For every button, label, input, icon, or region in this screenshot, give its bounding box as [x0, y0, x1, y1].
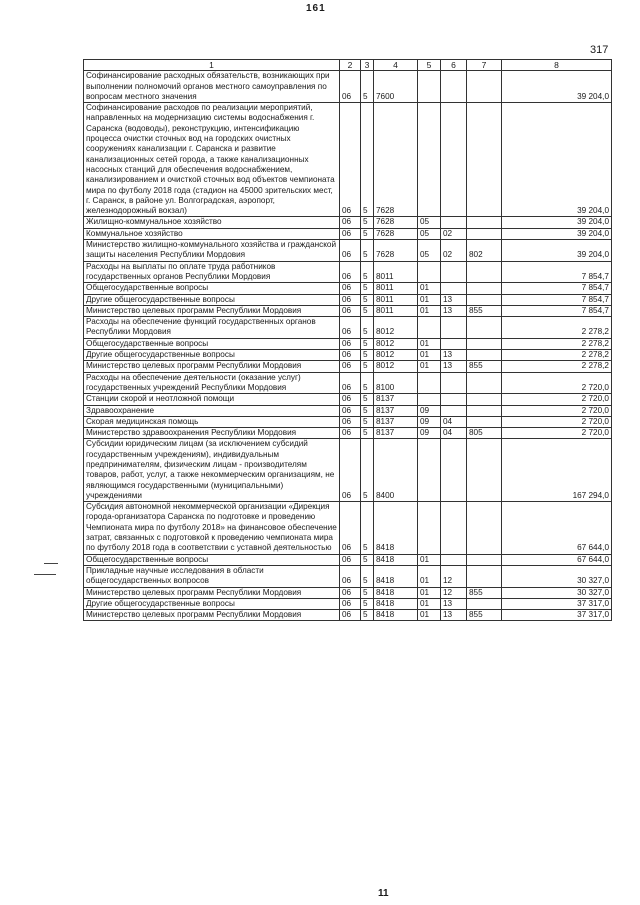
code-cell: [467, 338, 502, 349]
code-cell: 04: [441, 416, 467, 427]
amount-cell: 2 720,0: [502, 428, 612, 439]
code-cell: [467, 317, 502, 339]
code-cell: 5: [361, 317, 374, 339]
code-cell: 06: [340, 372, 361, 394]
code-cell: 855: [467, 305, 502, 316]
table-row: [84, 317, 612, 339]
expense-name-cell: Субсидии юридическим лицам (за исключением субсидий государственным учреждениям), индивидуальным предпринимателям, физическим лицам - производителям товаров, работ, услуг, а также некоммерческим организациям, не являющимся государственными (муниципальными) учреждениями: [84, 439, 340, 502]
code-cell: [418, 439, 441, 502]
code-cell: 06: [340, 394, 361, 405]
table-header-row: [84, 60, 612, 71]
code-cell: 8012: [374, 361, 418, 372]
amount-cell: 67 644,0: [502, 554, 612, 565]
table-row: [84, 338, 612, 349]
code-cell: [467, 283, 502, 294]
code-cell: 8012: [374, 350, 418, 361]
margin-mark: [44, 563, 58, 564]
code-cell: 5: [361, 240, 374, 262]
amount-cell: 37 317,0: [502, 610, 612, 621]
code-cell: 8400: [374, 439, 418, 502]
code-cell: [467, 350, 502, 361]
code-cell: 06: [340, 416, 361, 427]
margin-mark: [34, 574, 56, 575]
expense-name-cell: Министерство жилищно-коммунального хозяйства и гражданской защиты населения Республики Мордовия: [84, 240, 340, 262]
code-cell: 5: [361, 587, 374, 598]
code-cell: 04: [441, 428, 467, 439]
code-cell: 5: [361, 502, 374, 554]
amount-cell: 39 204,0: [502, 228, 612, 239]
code-cell: 06: [340, 294, 361, 305]
top-page-mark: 161: [306, 3, 326, 14]
expense-name-cell: Станции скорой и неотложной помощи: [84, 394, 340, 405]
expense-name-cell: Министерство целевых программ Республики Мордовия: [84, 361, 340, 372]
code-cell: 06: [340, 317, 361, 339]
code-cell: [418, 261, 441, 283]
code-cell: 06: [340, 71, 361, 103]
table-row: [84, 439, 612, 502]
table-row: [84, 428, 612, 439]
expense-name-cell: Министерство целевых программ Республики Мордовия: [84, 305, 340, 316]
code-cell: 7628: [374, 217, 418, 228]
header-cell: 8: [502, 60, 612, 71]
code-cell: 5: [361, 305, 374, 316]
code-cell: 7628: [374, 103, 418, 217]
code-cell: 8011: [374, 261, 418, 283]
code-cell: [467, 598, 502, 609]
code-cell: 06: [340, 405, 361, 416]
table-row: [84, 261, 612, 283]
code-cell: 855: [467, 587, 502, 598]
expense-name-cell: Здравоохранение: [84, 405, 340, 416]
amount-cell: 39 204,0: [502, 103, 612, 217]
code-cell: [467, 294, 502, 305]
amount-cell: 2 278,2: [502, 361, 612, 372]
amount-cell: 7 854,7: [502, 305, 612, 316]
code-cell: [441, 283, 467, 294]
expense-name-cell: Другие общегосударственные вопросы: [84, 350, 340, 361]
amount-cell: 2 278,2: [502, 350, 612, 361]
expense-name-cell: Другие общегосударственные вопросы: [84, 598, 340, 609]
code-cell: 13: [441, 294, 467, 305]
code-cell: 8137: [374, 405, 418, 416]
code-cell: 06: [340, 240, 361, 262]
code-cell: 5: [361, 103, 374, 217]
code-cell: [441, 71, 467, 103]
code-cell: 8137: [374, 394, 418, 405]
code-cell: 02: [441, 228, 467, 239]
code-cell: 7600: [374, 71, 418, 103]
table-row: [84, 71, 612, 103]
table-row: [84, 502, 612, 554]
code-cell: 5: [361, 261, 374, 283]
code-cell: [441, 317, 467, 339]
budget-table: [83, 59, 612, 621]
code-cell: 13: [441, 350, 467, 361]
code-cell: 06: [340, 283, 361, 294]
code-cell: [467, 228, 502, 239]
code-cell: 09: [418, 428, 441, 439]
code-cell: [467, 217, 502, 228]
expense-name-cell: Общегосударственные вопросы: [84, 554, 340, 565]
code-cell: 09: [418, 416, 441, 427]
amount-cell: 2 720,0: [502, 405, 612, 416]
code-cell: 06: [340, 338, 361, 349]
code-cell: 855: [467, 361, 502, 372]
code-cell: 8100: [374, 372, 418, 394]
amount-cell: 39 204,0: [502, 71, 612, 103]
code-cell: 01: [418, 294, 441, 305]
header-cell: 3: [361, 60, 374, 71]
code-cell: 09: [418, 405, 441, 416]
table-row: [84, 565, 612, 587]
code-cell: 02: [441, 240, 467, 262]
table-row: [84, 554, 612, 565]
code-cell: 01: [418, 338, 441, 349]
code-cell: 06: [340, 439, 361, 502]
code-cell: [467, 554, 502, 565]
code-cell: 8418: [374, 587, 418, 598]
amount-cell: 30 327,0: [502, 565, 612, 587]
bottom-page-mark: 11: [378, 888, 389, 899]
expense-name-cell: Общегосударственные вопросы: [84, 283, 340, 294]
code-cell: 802: [467, 240, 502, 262]
code-cell: 01: [418, 587, 441, 598]
code-cell: 5: [361, 228, 374, 239]
code-cell: 8418: [374, 554, 418, 565]
table-row: [84, 305, 612, 316]
code-cell: 7628: [374, 228, 418, 239]
code-cell: 5: [361, 350, 374, 361]
code-cell: 5: [361, 361, 374, 372]
amount-cell: 2 278,2: [502, 317, 612, 339]
code-cell: 805: [467, 428, 502, 439]
code-cell: 8011: [374, 294, 418, 305]
amount-cell: 7 854,7: [502, 283, 612, 294]
code-cell: [467, 71, 502, 103]
table-row: [84, 361, 612, 372]
code-cell: 06: [340, 103, 361, 217]
code-cell: 01: [418, 610, 441, 621]
code-cell: [467, 439, 502, 502]
table-row: [84, 416, 612, 427]
code-cell: [467, 565, 502, 587]
table-row: [84, 103, 612, 217]
amount-cell: 2 720,0: [502, 394, 612, 405]
code-cell: [441, 372, 467, 394]
code-cell: [441, 502, 467, 554]
code-cell: 01: [418, 565, 441, 587]
code-cell: 5: [361, 372, 374, 394]
header-cell: 6: [441, 60, 467, 71]
code-cell: [418, 71, 441, 103]
amount-cell: 37 317,0: [502, 598, 612, 609]
amount-cell: 39 204,0: [502, 240, 612, 262]
code-cell: [441, 405, 467, 416]
code-cell: 01: [418, 350, 441, 361]
code-cell: [441, 103, 467, 217]
code-cell: 8418: [374, 502, 418, 554]
code-cell: 05: [418, 217, 441, 228]
code-cell: 5: [361, 338, 374, 349]
code-cell: [418, 394, 441, 405]
code-cell: 13: [441, 598, 467, 609]
expense-name-cell: Министерство здравоохранения Республики Мордовия: [84, 428, 340, 439]
code-cell: 06: [340, 361, 361, 372]
code-cell: 8011: [374, 305, 418, 316]
code-cell: [467, 372, 502, 394]
amount-cell: 30 327,0: [502, 587, 612, 598]
code-cell: 06: [340, 502, 361, 554]
table-row: [84, 394, 612, 405]
code-cell: [441, 217, 467, 228]
code-cell: 5: [361, 439, 374, 502]
table-row: [84, 217, 612, 228]
code-cell: 5: [361, 598, 374, 609]
code-cell: 8418: [374, 565, 418, 587]
code-cell: [441, 439, 467, 502]
code-cell: 7628: [374, 240, 418, 262]
code-cell: [467, 416, 502, 427]
code-cell: 06: [340, 261, 361, 283]
header-cell: 2: [340, 60, 361, 71]
code-cell: 5: [361, 71, 374, 103]
header-cell: 7: [467, 60, 502, 71]
page-number: 317: [590, 44, 609, 56]
code-cell: [418, 372, 441, 394]
code-cell: [467, 103, 502, 217]
expense-name-cell: Расходы на обеспечение функций государственных органов Республики Мордовия: [84, 317, 340, 339]
expense-name-cell: Коммунальное хозяйство: [84, 228, 340, 239]
code-cell: [467, 405, 502, 416]
code-cell: 06: [340, 428, 361, 439]
code-cell: 8418: [374, 610, 418, 621]
amount-cell: 2 278,2: [502, 338, 612, 349]
table-row: [84, 283, 612, 294]
code-cell: 12: [441, 565, 467, 587]
amount-cell: 39 204,0: [502, 217, 612, 228]
table-row: [84, 610, 612, 621]
code-cell: 06: [340, 598, 361, 609]
amount-cell: 67 644,0: [502, 502, 612, 554]
table-row: [84, 240, 612, 262]
code-cell: 06: [340, 610, 361, 621]
code-cell: 13: [441, 361, 467, 372]
code-cell: [467, 394, 502, 405]
code-cell: [441, 394, 467, 405]
table-row: [84, 294, 612, 305]
code-cell: 5: [361, 405, 374, 416]
expense-name-cell: Министерство целевых программ Республики Мордовия: [84, 587, 340, 598]
table-row: [84, 228, 612, 239]
code-cell: [418, 317, 441, 339]
expense-name-cell: Субсидия автономной некоммерческой организации «Дирекция города-организатора Саранска по подготовке и проведению Чемпионата мира по футболу 2018» на финансовое обеспечение затрат, связанных с подготовкой к проведению чемпионата мира по футболу 2018 года в соответствии с уставной деятельностью: [84, 502, 340, 554]
code-cell: 8012: [374, 317, 418, 339]
table-row: [84, 587, 612, 598]
code-cell: 5: [361, 428, 374, 439]
code-cell: 5: [361, 294, 374, 305]
table-row: [84, 598, 612, 609]
code-cell: 06: [340, 554, 361, 565]
table-row: [84, 405, 612, 416]
code-cell: 5: [361, 217, 374, 228]
expense-name-cell: Жилищно-коммунальное хозяйство: [84, 217, 340, 228]
code-cell: 8011: [374, 283, 418, 294]
code-cell: [418, 502, 441, 554]
header-cell: 5: [418, 60, 441, 71]
amount-cell: 7 854,7: [502, 294, 612, 305]
table-row: [84, 350, 612, 361]
code-cell: 855: [467, 610, 502, 621]
code-cell: 13: [441, 305, 467, 316]
code-cell: 05: [418, 240, 441, 262]
code-cell: 06: [340, 217, 361, 228]
code-cell: 01: [418, 361, 441, 372]
code-cell: 01: [418, 283, 441, 294]
code-cell: [441, 261, 467, 283]
code-cell: [441, 554, 467, 565]
expense-name-cell: Общегосударственные вопросы: [84, 338, 340, 349]
code-cell: 06: [340, 305, 361, 316]
code-cell: 5: [361, 610, 374, 621]
code-cell: 13: [441, 610, 467, 621]
code-cell: 8137: [374, 428, 418, 439]
code-cell: 12: [441, 587, 467, 598]
amount-cell: 167 294,0: [502, 439, 612, 502]
code-cell: 8418: [374, 598, 418, 609]
code-cell: 01: [418, 305, 441, 316]
code-cell: [441, 338, 467, 349]
amount-cell: 7 854,7: [502, 261, 612, 283]
table-row: [84, 372, 612, 394]
code-cell: [418, 103, 441, 217]
expense-name-cell: Скорая медицинская помощь: [84, 416, 340, 427]
code-cell: 06: [340, 350, 361, 361]
expense-name-cell: Софинансирование расходных обязательств, возникающих при выполнении полномочий органов местного самоуправления по вопросам местного значения: [84, 71, 340, 103]
code-cell: 5: [361, 565, 374, 587]
expense-name-cell: Расходы на обеспечение деятельности (оказание услуг) государственных учреждений Республики Мордовия: [84, 372, 340, 394]
code-cell: 01: [418, 598, 441, 609]
expense-name-cell: Софинансирование расходов по реализации мероприятий, направленных на модернизацию системы водоснабжения г. Саранска (водоводы), реконструкцию, интенсификацию процесса очистки сточных вод на городских очистных сооружениях канализации г. Саранска и развитие канализационных сетей города, а также канализационных насосных станций для обеспечения водоснабжением, канализированием и очисткой сточных вод объектов чемпионата мира по футболу 2018 года (стадион на 45000 зрительских мест, г. Саранск, в районе ул. Волгоградская, аэропорт, железнодорожный вокзал): [84, 103, 340, 217]
expense-name-cell: Министерство целевых программ Республики Мордовия: [84, 610, 340, 621]
header-cell: 1: [84, 60, 340, 71]
code-cell: 01: [418, 554, 441, 565]
header-cell: 4: [374, 60, 418, 71]
code-cell: [467, 502, 502, 554]
code-cell: [467, 261, 502, 283]
code-cell: 06: [340, 565, 361, 587]
code-cell: 5: [361, 394, 374, 405]
code-cell: 06: [340, 587, 361, 598]
code-cell: 05: [418, 228, 441, 239]
code-cell: 5: [361, 416, 374, 427]
code-cell: 8137: [374, 416, 418, 427]
expense-name-cell: Другие общегосударственные вопросы: [84, 294, 340, 305]
code-cell: 5: [361, 554, 374, 565]
amount-cell: 2 720,0: [502, 372, 612, 394]
expense-name-cell: Прикладные научные исследования в области общегосударственных вопросов: [84, 565, 340, 587]
code-cell: 5: [361, 283, 374, 294]
expense-name-cell: Расходы на выплаты по оплате труда работников государственных органов Республики Мордовия: [84, 261, 340, 283]
amount-cell: 2 720,0: [502, 416, 612, 427]
code-cell: 06: [340, 228, 361, 239]
code-cell: 8012: [374, 338, 418, 349]
